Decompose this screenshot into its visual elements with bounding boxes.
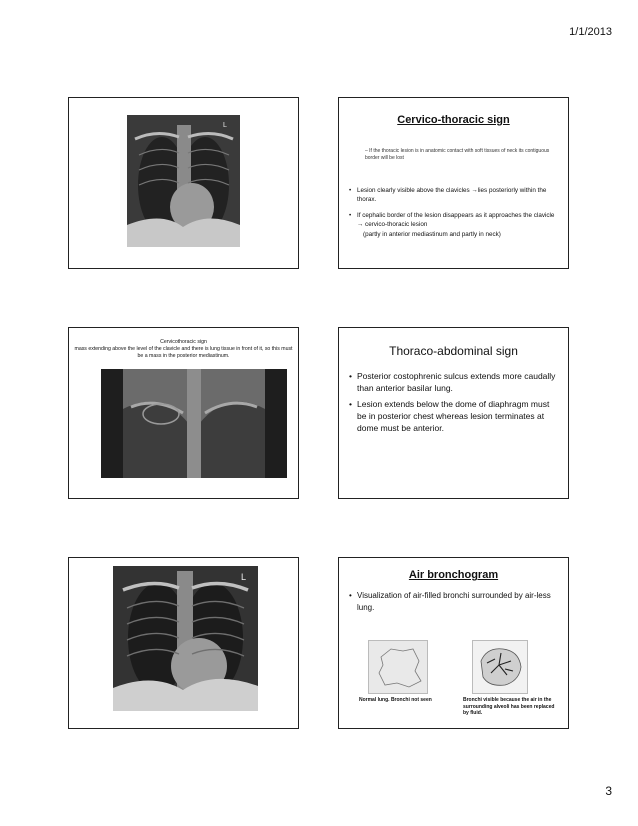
bullet-text: Lesion extends below the dome of diaphragm must be in posterior chest whereas lesion terminates at dome must be anterior. bbox=[357, 398, 550, 434]
bullet-text: Visualization of air-filled bronchi surrounded by air-less lung. bbox=[357, 591, 551, 612]
figure-right-caption: Bronchi visible because the air in the surrounding alveoli has been replaced by fluid. bbox=[463, 697, 555, 716]
chest-xray-image bbox=[113, 566, 258, 711]
page-date: 1/1/2013 bbox=[569, 26, 612, 38]
bullet-note: (partly in anterior mediastinum and partly in neck) bbox=[363, 230, 501, 238]
bullet-list bbox=[349, 590, 556, 613]
slide-title: Air bronchogram bbox=[408, 569, 499, 581]
xray-closeup-image bbox=[101, 369, 287, 478]
slide-4 bbox=[338, 327, 569, 499]
slide-caption bbox=[73, 339, 294, 360]
air-bronchogram-figure bbox=[472, 640, 528, 694]
bullet-item bbox=[349, 186, 556, 204]
caption-title: Cervicothoracic sign bbox=[160, 339, 207, 345]
slide-1 bbox=[68, 97, 299, 269]
slide-5 bbox=[68, 557, 299, 729]
bullet-list bbox=[349, 186, 556, 239]
svg-text:L: L bbox=[241, 572, 247, 582]
normal-lung-figure bbox=[368, 640, 428, 694]
svg-text:L: L bbox=[223, 122, 227, 129]
bullet-list bbox=[349, 370, 556, 435]
slide-title: Thoraco-abdominal sign bbox=[389, 344, 518, 358]
caption-body: mass extending above the level of the clavicle and there is lung tissue in front of it, so this must be a mass in the posterior mediastinum. bbox=[74, 346, 293, 360]
bullet-item bbox=[349, 370, 556, 395]
bullet-text: If cephalic border of the lesion disappears as it approaches the clavicle → cervico-thoracic lesion bbox=[357, 212, 555, 229]
slide-2 bbox=[338, 97, 569, 269]
slide-title: Cervico-thoracic sign bbox=[397, 114, 510, 126]
page-number: 3 bbox=[605, 784, 612, 798]
bullet-text: Posterior costophrenic sulcus extends more caudally than anterior basilar lung. bbox=[357, 371, 556, 394]
bullet-item bbox=[349, 398, 556, 435]
bullet-item bbox=[349, 590, 556, 613]
sub-point: – If the thoracic lesion is in anatomic contact with soft tissues of neck its contiguous border will be lost bbox=[365, 148, 550, 161]
bullet-item bbox=[349, 211, 556, 238]
chest-xray-image bbox=[127, 115, 240, 247]
slide-3 bbox=[68, 327, 299, 499]
figure-left-caption: Normal lung. Bronchi not seen bbox=[359, 697, 432, 703]
bullet-text: Lesion clearly visible above the clavicles →lies posteriorly within the thorax. bbox=[357, 187, 547, 204]
slide-6 bbox=[338, 557, 569, 729]
